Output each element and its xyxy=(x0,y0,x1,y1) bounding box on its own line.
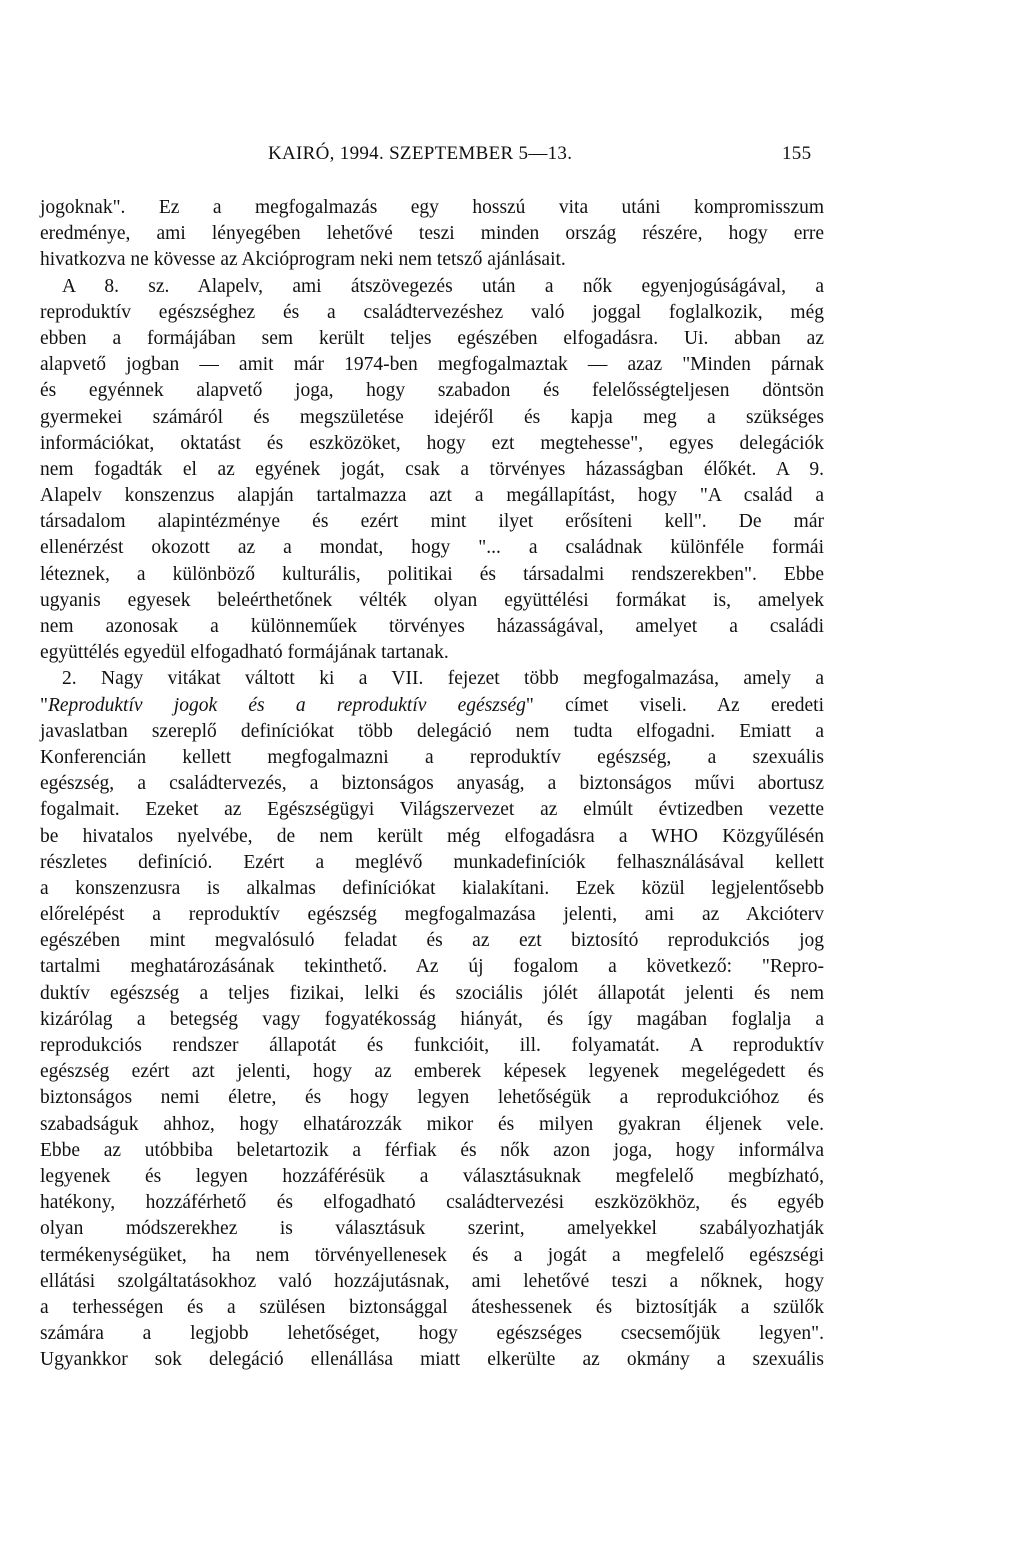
text-line: eredménye, ami lényegében lehetővé teszi minden ország részére, hogy erre xyxy=(40,223,824,245)
text-line: léteznek, a különböző kulturális, politikai és társadalmi rendszerekben". Ebbe xyxy=(40,563,824,585)
text-line: A 8. sz. Alapelv, ami átszövegezés után a nők egyenjogúságával, a xyxy=(62,275,824,297)
text-line: jogoknak". Ez a megfogalmazás egy hosszú vita utáni kompromisszum xyxy=(40,197,824,218)
text-line: egészében mint megvalósuló feladat és az ezt biztosító reprodukciós jog xyxy=(40,930,824,952)
text-line: hivatkozva ne kövesse az Akcióprogram neki nem tetsző ajánlásait. xyxy=(40,249,566,271)
text-segment: " címet viseli. Az eredeti xyxy=(525,694,824,716)
text-line: a terhességen és a szülésen biztonsággal áteshessenek és biztosítják a szülők xyxy=(40,1296,824,1318)
text-line: ugyanis egyesek beleérthetőnek vélték olyan együttélési formákat is, amelyek xyxy=(40,589,824,611)
text-line: javaslatban szereplő definíciókat több delegáció nem tudta elfogadni. Emiatt a xyxy=(40,720,824,742)
page-number: 155 xyxy=(782,143,812,164)
text-line: nem azonosak a különneműek törvényes házasságával, amelyet a családi xyxy=(40,616,824,637)
text-line: reproduktív egészséghez és a családtervezéshez való joggal foglalkozik, még xyxy=(40,301,824,323)
text-line: duktív egészség a teljes fizikai, lelki és szociális jólét állapotát jelenti és nem xyxy=(40,982,824,1004)
text-line: társadalom alapintézménye és ezért mint ilyet erősíteni kell". De már xyxy=(40,511,824,533)
text-line: be hivatalos nyelvébe, de nem került még elfogadásra a WHO Közgyűlésén xyxy=(40,825,824,847)
text-line: a konszenzusra is alkalmas definíciókat kialakítani. Ezek közül legjelentősebb xyxy=(40,877,824,899)
text-line: ebben a formájában sem került teljes egészében elfogadásra. Ui. abban az xyxy=(40,327,824,349)
text-line: és egyénnek alapvető joga, hogy szabadon és felelősségteljesen döntsön xyxy=(40,380,824,402)
text-line: termékenységüket, ha nem törvényellenesek és a jogát a megfelelő egészségi xyxy=(40,1244,824,1266)
text-line: kizárólag a betegség vagy fogyatékosság hiányát, és így magában foglalja a xyxy=(40,1008,824,1030)
text-line: hatékony, hozzáférhető és elfogadható családtervezési eszközökhöz, és egyéb xyxy=(40,1192,824,1214)
text-line: alapvető jogban — amit már 1974-ben megfogalmaztak — azaz "Minden párnak xyxy=(40,354,824,376)
text-line: ellátási szolgáltatásokhoz való hozzájutásnak, ami lehetővé teszi a nőknek, hogy xyxy=(40,1270,824,1292)
text-line: tartalmi meghatározásának tekinthető. Az új fogalom a következő: "Repro- xyxy=(40,956,824,978)
text-line: részletes definíció. Ezért a meglévő munkadefiníciók felhasználásával kellett xyxy=(40,851,824,873)
text-line: Alapelv konszenzus alapján tartalmazza azt a megállapítást, hogy "A család a xyxy=(40,485,824,507)
text-line: Ugyankkor sok delegáció ellenállása miatt elkerülte az okmány a szexuális xyxy=(40,1349,824,1371)
text-line: előrelépést a reproduktív egészség megfogalmazása jelenti, ami az Akcióterv xyxy=(40,904,824,926)
text-line: gyermekei számáról és megszületése idejéről és kapja meg a szükséges xyxy=(40,406,824,428)
text-line: számára a legjobb lehetőséget, hogy egészséges csecsemőjük legyen". xyxy=(40,1323,824,1345)
text-line: legyenek és legyen hozzáférésük a választásuknak megfelelő megbízható, xyxy=(40,1165,824,1187)
italic-title: Reproduktív jogok és a reproduktív egészség xyxy=(47,694,526,716)
text-line: Konferencián kellett megfogalmazni a reproduktív egészség, a szexuális xyxy=(40,746,824,768)
running-title: KAIRÓ, 1994. SZEPTEMBER 5—13. xyxy=(268,143,573,164)
text-line: egészség ezért azt jelenti, hogy az emberek képesek legyenek megelégedett és xyxy=(40,1061,824,1083)
text-line: információkat, oktatást és eszközöket, hogy ezt megtehesse", egyes delegációk xyxy=(40,432,824,454)
text-line: szabadságuk ahhoz, hogy elhatározzák mikor és milyen gyakran éljenek vele. xyxy=(40,1113,824,1135)
text-line: ellenérzést okozott az a mondat, hogy "... a családnak különféle formái xyxy=(40,537,824,559)
text-line: biztonságos nemi életre, és hogy legyen lehetőségük a reprodukcióhoz és xyxy=(40,1087,824,1109)
text-line: együttélés egyedül elfogadható formájának tartanak. xyxy=(40,642,449,664)
text-line: olyan módszerekhez is választásuk szerint, amelyekkel szabályozhatják xyxy=(40,1218,824,1240)
text-line: 2. Nagy vitákat váltott ki a VII. fejezet több megfogalmazása, amely a xyxy=(62,668,824,690)
text-line: egészség, a családtervezés, a biztonságos anyaság, a biztonságos művi abortusz xyxy=(40,773,824,795)
body-text xyxy=(40,195,824,1373)
text-segment: " xyxy=(40,694,48,716)
text-line: reprodukciós rendszer állapotát és funkcióit, ill. folyamatát. A reproduktív xyxy=(40,1035,824,1056)
text-line: fogalmait. Ezeket az Egészségügyi Világszervezet az elmúlt évtizedben vezette xyxy=(40,799,824,821)
text-line xyxy=(40,693,824,719)
text-line: nem fogadták el az egyének jogát, csak a törvényes házasságban élőkét. A 9. xyxy=(40,458,824,480)
text-line: Ebbe az utóbbiba beletartozik a férfiak és nők azon joga, hogy informálva xyxy=(40,1139,824,1161)
